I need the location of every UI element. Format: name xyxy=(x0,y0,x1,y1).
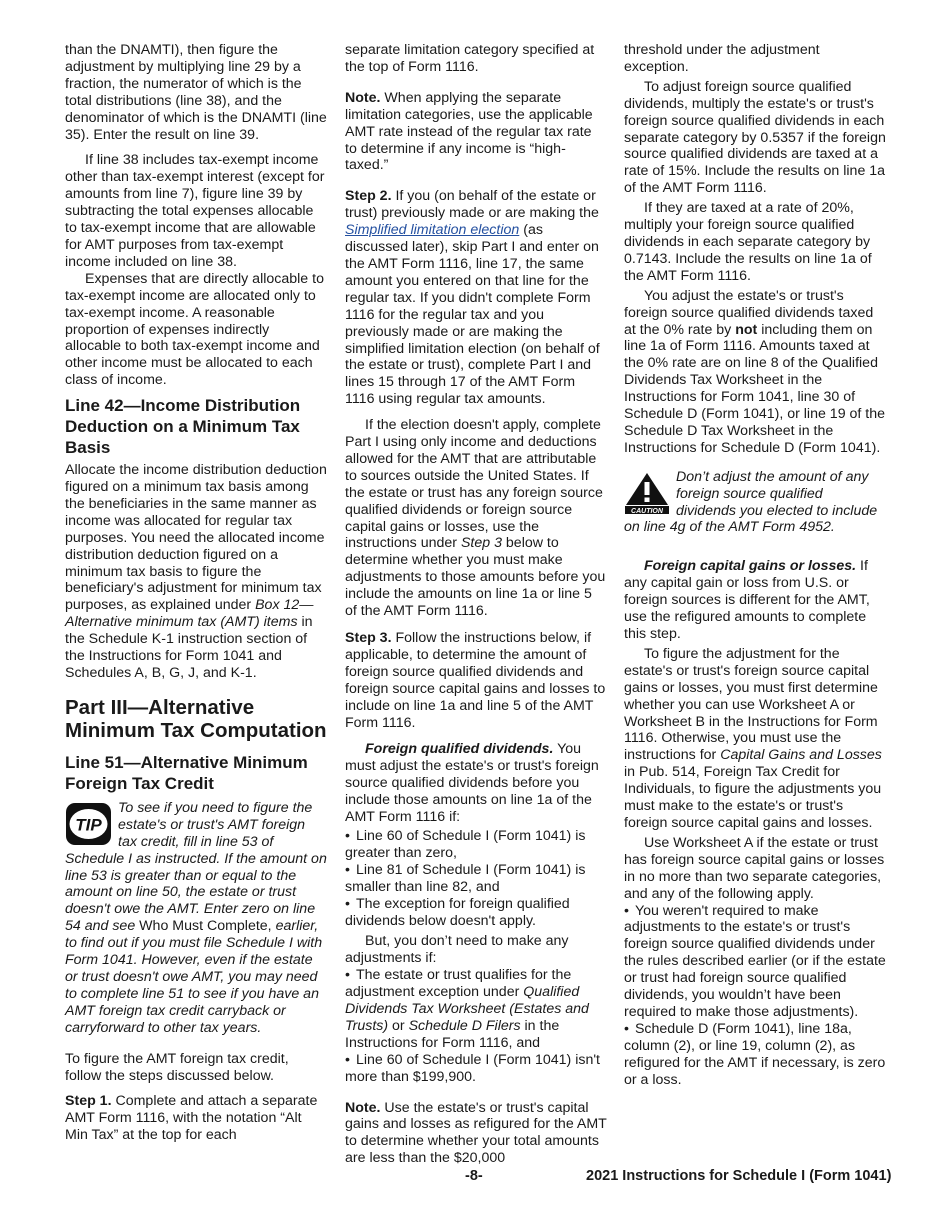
footer-title: 2021 Instructions for Schedule I (Form 1041) xyxy=(586,1168,892,1184)
list-item: • The estate or trust qualifies for the adjustment exception under Qualified Dividends Tax Worksheet (Estates and Trusts) or Schedule D Filers in the Instructions for Form 1116, and xyxy=(345,967,607,1052)
paragraph: Allocate the income distribution deduction figured on a minimum tax basis among the beneficiaries in the same manner as income was allocated for regular tax purposes. You need the allocated income distribution deduction figured on a minimum tax basis to figure the beneficiary's adjustment for minimum tax purposes, as explained under Box 12—Alternative minimum tax (AMT) items in the Schedule K-1 instruction section of the Instructions for Form 1041 and Schedules A, B, G, J, and K-1. xyxy=(65,462,327,681)
svg-text:TIP: TIP xyxy=(75,815,102,835)
heading-part-iii: Part III—Alternative Minimum Tax Computation xyxy=(65,695,327,742)
paragraph: If line 38 includes tax-exempt income other than tax-exempt interest (except for amounts from line 7), figure line 39 by subtracting the total expenses allocable to tax-exempt income that are allowable for AMT purposes from tax-exempt income included on line 38. xyxy=(65,152,325,270)
page-number: -8- xyxy=(465,1168,483,1184)
caution-icon xyxy=(624,471,670,515)
paragraph: To figure the adjustment for the estate's or trust's foreign source capital gains or losses, you must first determine whether you can use Worksheet A or Worksheet B in the Instructions for Form 1116. Otherwise, you must use the instructions for Capital Gains and Losses in Pub. 514, Foreign Tax Credit for Individuals, to figure the adjustments you must make to the estate's or trust's foreign source capital gains and losses. xyxy=(624,645,882,831)
tip-icon xyxy=(65,802,112,846)
paragraph: than the DNAMTI), then figure the adjustment by multiplying line 29 by a fraction, the numerator of which is the total distributions (line 38), and the denominator of which is the DNAMTI (line 35). Enter the result on line 39. xyxy=(65,42,327,143)
heading-line-51: Line 51—Alternative Minimum Foreign Tax Credit xyxy=(65,752,308,793)
paragraph: Expenses that are directly allocable to tax-exempt income are allocated only to tax-exempt income. A reasonable proportion of expenses indirectly allocable to both tax-exempt income and other income must be allocated to each class of income. xyxy=(65,270,324,389)
paragraph: To adjust foreign source qualified dividends, multiply the estate's or trust's foreign source qualified dividends in each separate category by 0.5357 if the foreign source qualified dividends are taxed at a rate of 15%. Include the results on line 1a of the AMT Form 1116. xyxy=(624,78,886,197)
step-3: Step 3. Follow the instructions below, if applicable, to determine the amount of foreign source qualified dividends and foreign source capital gains and losses to include on line 1a and line 5 of the AMT Form 1116. xyxy=(345,630,606,731)
paragraph: To figure the AMT foreign tax credit, follow the steps discussed below. xyxy=(65,1050,289,1084)
simplified-limitation-election-link[interactable]: Simplified limitation election xyxy=(345,222,520,239)
step-1: Step 1. Complete and attach a separate AMT Form 1116, with the notation “Alt Min Tax” at the top for each xyxy=(65,1093,318,1144)
list-item: • Schedule D (Form 1041), line 18a, column (2), or line 19, column (2), as refigured for the AMT if necessary, is zero or a loss. xyxy=(624,1021,886,1089)
column-3 xyxy=(624,42,886,1088)
list-item: • Line 81 of Schedule I (Form 1041) is smaller than line 82, and xyxy=(345,862,607,896)
tip-note: TIP To see if you need to figure the estate's or trust's AMT foreign tax credit, fill in line 53 of Schedule I as instructed. If the amount on line 53 is greater than or equal to the amount on line 50, the estate or trust doesn't owe the AMT. Enter zero on line 54 and see Who Must Complete, earlier, to find out if you must file Schedule I with Form 1041. However, even if the estate or trust doesn't owe AMT, you may need to complete line 51 to see if you have an AMT foreign tax credit carryback or carryforward to other tax years. xyxy=(65,799,327,1036)
step-2: Step 2. If you (on behalf of the estate or trust) previously made or are making the Simplified limitation election (as discussed later), skip Part I and enter on the AMT Form 1116, line 17, the same amount you entered on that line for the regular tax. If you didn't complete Form 1116 for the regular tax and you previously made or are making the simplified limitation election (on behalf of the estate or trust), complete Part I and lines 15 through 17 of the AMT Form 1116 using regular tax amounts. xyxy=(345,188,600,408)
paragraph: threshold under the adjustment exception. xyxy=(624,42,820,75)
note-2: Note. Use the estate's or trust's capital gains and losses as refigured for the AMT to determine whether your total amounts are less than the $20,000 xyxy=(345,1099,607,1167)
column-1 xyxy=(65,42,327,1152)
foreign-qualified-dividends: Foreign qualified dividends. You must adjust the estate's or trust's foreign source qualified dividends before you include those amounts on line 1a of the AMT Form 1116 if: xyxy=(345,741,599,826)
list-item: • You weren't required to make adjustments to the estate's or trust's foreign source qualified dividends under the rules described earlier (or if the estate or trust had foreign source qualified dividends, you wouldn’t have been required to make those adjustments). xyxy=(624,903,886,1021)
list-item: • The exception for foreign qualified dividends below doesn't apply. xyxy=(345,896,607,930)
note-1: Note. When applying the separate limitation categories, use the applicable AMT rate instead of the regular tax rate to determine if any income is “high-taxed.” xyxy=(345,89,593,174)
paragraph: But, you don’t need to make any adjustments if: xyxy=(345,933,569,967)
paragraph: If they are taxed at a rate of 20%, multiply your foreign source qualified dividends in each separate category by 0.7143. Include the results on line 1a of the AMT Form 1116. xyxy=(624,200,872,284)
paragraph: separate limitation category specified at the top of Form 1116. xyxy=(345,42,595,75)
paragraph: You adjust the estate's or trust's foreign source qualified dividends taxed at the 0% rate by not including them on line 1a of Form 1116. Amounts taxed at the 0% rate are on line 8 of the Qualified Dividends Tax Worksheet in the Instructions for Form 1041, line 30 of Schedule D (Form 1041), or line 19 of the Schedule D Tax Worksheet in the Instructions for Schedule D (Form 1041). xyxy=(624,287,886,456)
list-item: • Line 60 of Schedule I (Form 1041) isn't more than $199,900. xyxy=(345,1052,607,1086)
caution-note: CAUTION Don’t adjust the amount of any foreign source qualified dividends you elected to include on line 4g of the AMT Form 4952. xyxy=(624,468,878,536)
paragraph: Use Worksheet A if the estate or trust has foreign source capital gains or losses in no more than two separate categories, and any of the following apply. xyxy=(624,834,885,902)
svg-text:CAUTION: CAUTION xyxy=(631,507,663,515)
foreign-capital-gains: Foreign capital gains or losses. If any capital gain or loss from U.S. or foreign sources is different for the AMT, use the refigured amounts to complete this step. xyxy=(624,558,870,642)
heading-line-42: Line 42—Income Distribution Deduction on a Minimum Tax Basis xyxy=(65,396,301,458)
paragraph: If the election doesn't apply, complete Part I using only income and deductions allowed for the AMT that are attributable to sources outside the United States. If the estate or trust has any foreign source qualified dividends or foreign source capital gains or losses, use the instructions under Step 3 below to determine whether you must make adjustments to those amounts before you include the amounts on line 1a or line 5 of the AMT Form 1116. xyxy=(345,417,606,620)
column-2 xyxy=(345,42,607,1175)
list-item: • Line 60 of Schedule I (Form 1041) is greater than zero, xyxy=(345,828,607,862)
